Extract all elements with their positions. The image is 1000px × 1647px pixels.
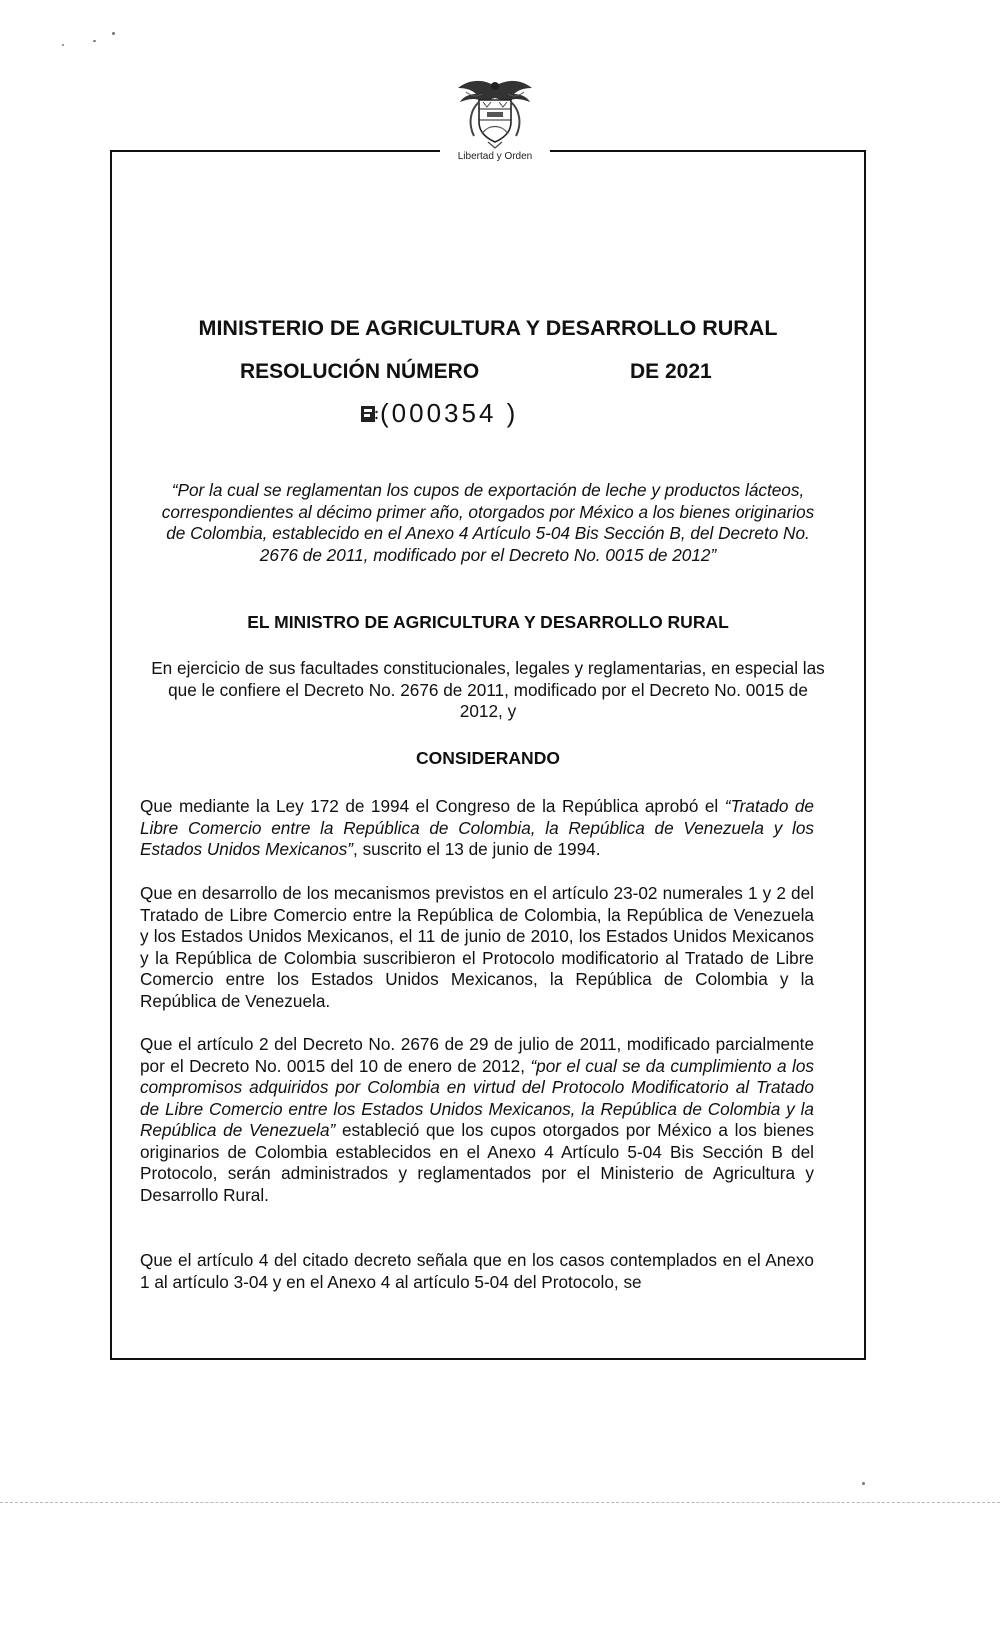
- colombia-coat-of-arms-icon: [452, 76, 538, 150]
- paragraph-article-4: Que el artículo 4 del citado decreto señala que en los casos contemplados en el Anexo 1 al artículo 3-04 y en el Anexo 4 al artículo 5-04 del Protocolo, se: [140, 1250, 814, 1292]
- considering-heading: CONSIDERANDO: [416, 748, 560, 768]
- paragraph-text: Que el artículo 2 del Decreto No. 2676 de 29 de julio de 2011, modificado parcialmente por el Decreto No. 0015 del 10 de enero de 2012,: [140, 1034, 814, 1076]
- scan-speck: [93, 40, 96, 42]
- treaty-title: “Tratado de Libre Comercio entre la República de Colombia, la República de Venezuela y los Estados Unidos Mexicanos”: [140, 796, 814, 859]
- resolution-title: “Por la cual se reglamentan los cupos de exportación de leche y productos lácteos, correspondientes al décimo primer año, otorgados por México a los bienes originarios de Colombia, establecido en el Anexo 4 Artículo 5-04 Bis Sección B, del Decreto No. 2676 de 2011, modificado por el Decreto No. 0015 de 2012”: [161, 480, 815, 565]
- scan-speck: [112, 32, 115, 35]
- ministry-heading: MINISTERIO DE AGRICULTURA Y DESARROLLO RURAL: [198, 316, 778, 340]
- paragraph-ley-172: [140, 796, 814, 861]
- resolution-number-stamp: [360, 398, 518, 429]
- resolution-number: (000354 ): [380, 398, 519, 428]
- resolution-label: RESOLUCIÓN NÚMERO: [240, 360, 480, 383]
- scan-fold-line: [0, 1502, 1000, 1503]
- stamp-mark-icon: [360, 404, 378, 424]
- paragraph-text: Que mediante la Ley 172 de 1994 el Congreso de la República aprobó el: [140, 796, 725, 816]
- scan-speck: [62, 44, 64, 46]
- paragraph-text: , suscrito el 13 de junio de 1994.: [353, 839, 601, 859]
- resolution-year: DE 2021: [630, 360, 712, 383]
- minister-heading: EL MINISTRO DE AGRICULTURA Y DESARROLLO RURAL: [247, 612, 729, 632]
- scan-speck: [862, 1482, 865, 1485]
- emblem-motto: Libertad y Orden: [457, 151, 533, 162]
- paragraph-protocol: Que en desarrollo de los mecanismos previstos en el artículo 23-02 numerales 1 y 2 del Tratado de Libre Comercio entre la República de Colombia, la República de Venezuela y los Estados Unidos Mexicanos, el 11 de junio de 2010, los Estados Unidos Mexicanos y la República de Colombia suscribieron el Protocolo modificatorio al Tratado de Libre Comercio entre los Estados Unidos Mexicanos, la República de Colombia y la República de Venezuela.: [140, 883, 814, 1011]
- paragraph-decree-2676: [140, 1034, 814, 1206]
- exercise-of-powers-text: En ejercicio de sus facultades constitucionales, legales y reglamentarias, en especial las que le confiere el Decreto No. 2676 de 2011, modificado por el Decreto No. 0015 de 2012, y: [151, 658, 825, 721]
- header-emblem: [440, 76, 550, 168]
- paragraph-text: estableció que los cupos otorgados por México a los bienes originarios de Colombia establecidos en el Anexo 4 Artículo 5-04 Bis Sección B del Protocolo, serán administrados y reglamentados por el Ministerio de Agricultura y Desarrollo Rural.: [140, 1120, 814, 1205]
- decree-title: “por el cual se da cumplimiento a los compromisos adquiridos por Colombia en virtud del Protocolo Modificatorio al Tratado de Libre Comercio entre los Estados Unidos Mexicanos, la República de Colombia y la República de Venezuela”: [140, 1055, 815, 1140]
